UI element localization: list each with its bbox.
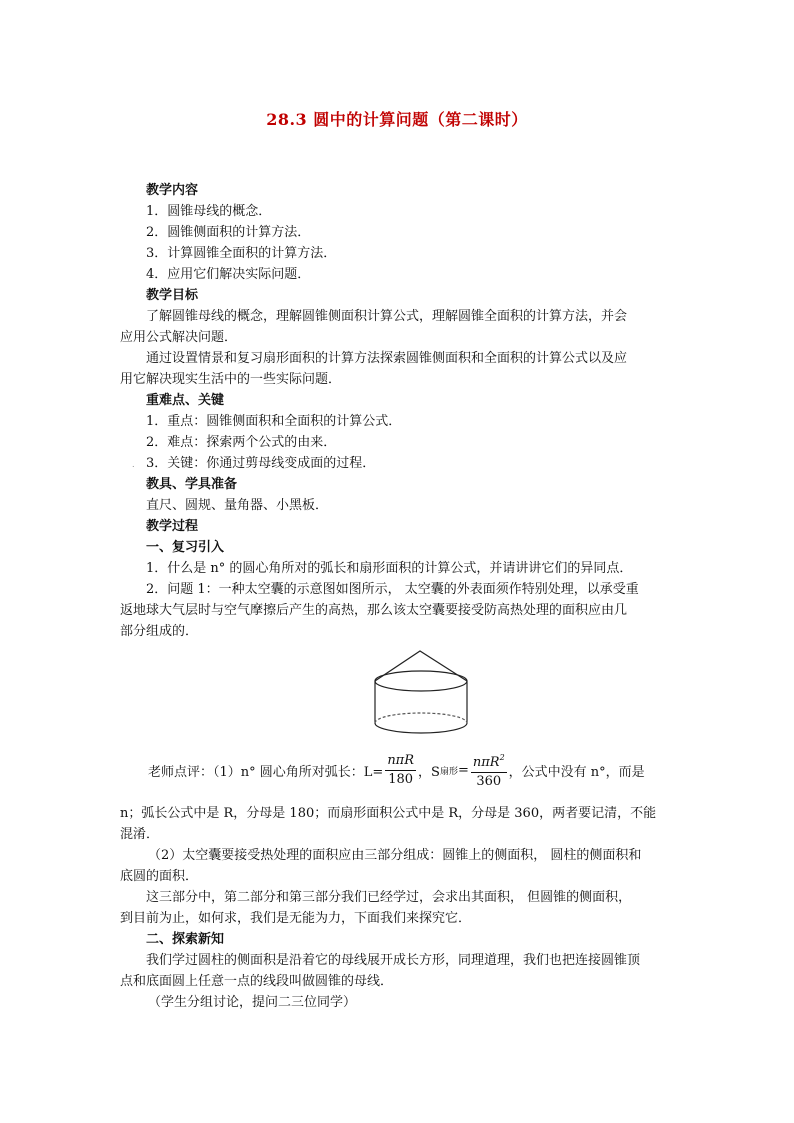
section-heading-tools: 教具、学具准备 [146,477,238,492]
paragraph-line: 点和底面圆上任意一点的线段叫做圆锥的母线． [120,974,394,989]
list-item: 4．应用它们解决实际问题． [146,267,311,282]
formula-lead: 老师点评：（1）n° 圆心角所对弧长：L= [148,764,384,780]
paragraph-line: 部分组成的． [120,624,199,639]
section-heading-goals: 教学目标 [146,288,199,303]
page-title: 28.3 圆中的计算问题（第二课时） [266,110,528,129]
fraction-denominator: 360 [476,774,502,789]
list-item: 3．关键：你通过剪母线变成面的过程． [146,456,376,471]
subsection-heading-review: 一、复习引入 [146,540,225,555]
section-heading-keypoints: 重难点、关键 [146,393,225,408]
fraction-numerator [471,749,507,773]
fraction-numerator: nπR [385,752,416,771]
paragraph-line: 了解圆锥母线的概念，理解圆锥侧面积计算公式，理解圆锥全面积的计算方法，并会 [146,309,628,324]
list-item: 2．圆锥侧面积的计算方法． [146,225,311,240]
paragraph-line: 1．什么是 n° 的圆心角所对的弧长和扇形面积的计算公式，并请讲讲它们的异同点． [146,561,633,576]
section-heading-content: 教学内容 [146,183,199,198]
paragraph-line: （学生分组讨论，提问二三位同学） [148,995,357,1010]
list-item: 1．圆锥母线的概念． [146,204,272,219]
paragraph-line: 2．问题 1：一种太空囊的示意图如图所示， 太空囊的外表面须作特别处理，以承受重 [146,582,639,597]
formula-separator: ，S [418,764,440,780]
formula-row [148,748,645,792]
paragraph-line: 返地球大气层时与空气摩擦后产生的高热，那么该太空囊要接受防高热处理的面积应由几 [120,603,628,618]
document-body [120,180,680,642]
paragraph-line: 这三部分中，第二部分和第三部分我们已经学过，会求出其面积， 但圆锥的侧面积， [146,890,632,905]
list-item: 3．计算圆锥全面积的计算方法． [146,246,337,261]
formula-tail: ，公式中没有 n°，而是 [508,764,645,780]
paragraph-line: （2）太空囊要接受热处理的面积应由三部分组成：圆锥上的侧面积， 圆柱的侧面积和 [148,848,642,863]
sector-subscript: 扇形 [439,766,458,777]
list-item: 2．难点：探索两个公式的由来． [146,435,337,450]
paragraph-line: 应用公式解决问题． [120,330,238,345]
exponent: 2 [499,753,505,762]
paragraph-line: 通过设置情景和复习扇形面积的计算方法探索圆锥侧面积和全面积的计算公式以及应 [146,351,628,366]
list-item: 1．重点：圆锥侧面积和全面积的计算公式． [146,414,402,429]
paragraph-line: 到目前为止，如何求，我们是无能为力，下面我们来探究它． [120,911,472,926]
sector-area-fraction [471,749,507,791]
capsule-figure [365,643,485,739]
paragraph-line: 直尺、圆规、量角器、小黑板． [146,498,329,513]
subsection-heading-explore: 二、探索新知 [146,932,225,947]
paragraph-line: 底圆的面积． [120,869,199,884]
numerator-text: nπR [472,755,500,770]
arc-length-fraction [385,752,416,789]
paragraph-line: 我们学过圆柱的侧面积是沿着它的母线展开成长方形，同理道理，我们也把连接圆锥顶 [146,953,641,968]
formula-equals: = [457,762,469,778]
paragraph-line: n；弧长公式中是 R，分母是 180；而扇形面积公式中是 R，分母是 360，两者要记清，不能 [120,806,657,821]
stray-mark: . [132,460,135,469]
paragraph-line: 混淆． [120,827,160,842]
fraction-denominator: 180 [388,771,414,787]
paragraph-line: 用它解决现实生活中的一些实际问题． [120,372,342,387]
document-body-lower [120,803,680,1013]
section-heading-process: 教学过程 [146,519,199,534]
